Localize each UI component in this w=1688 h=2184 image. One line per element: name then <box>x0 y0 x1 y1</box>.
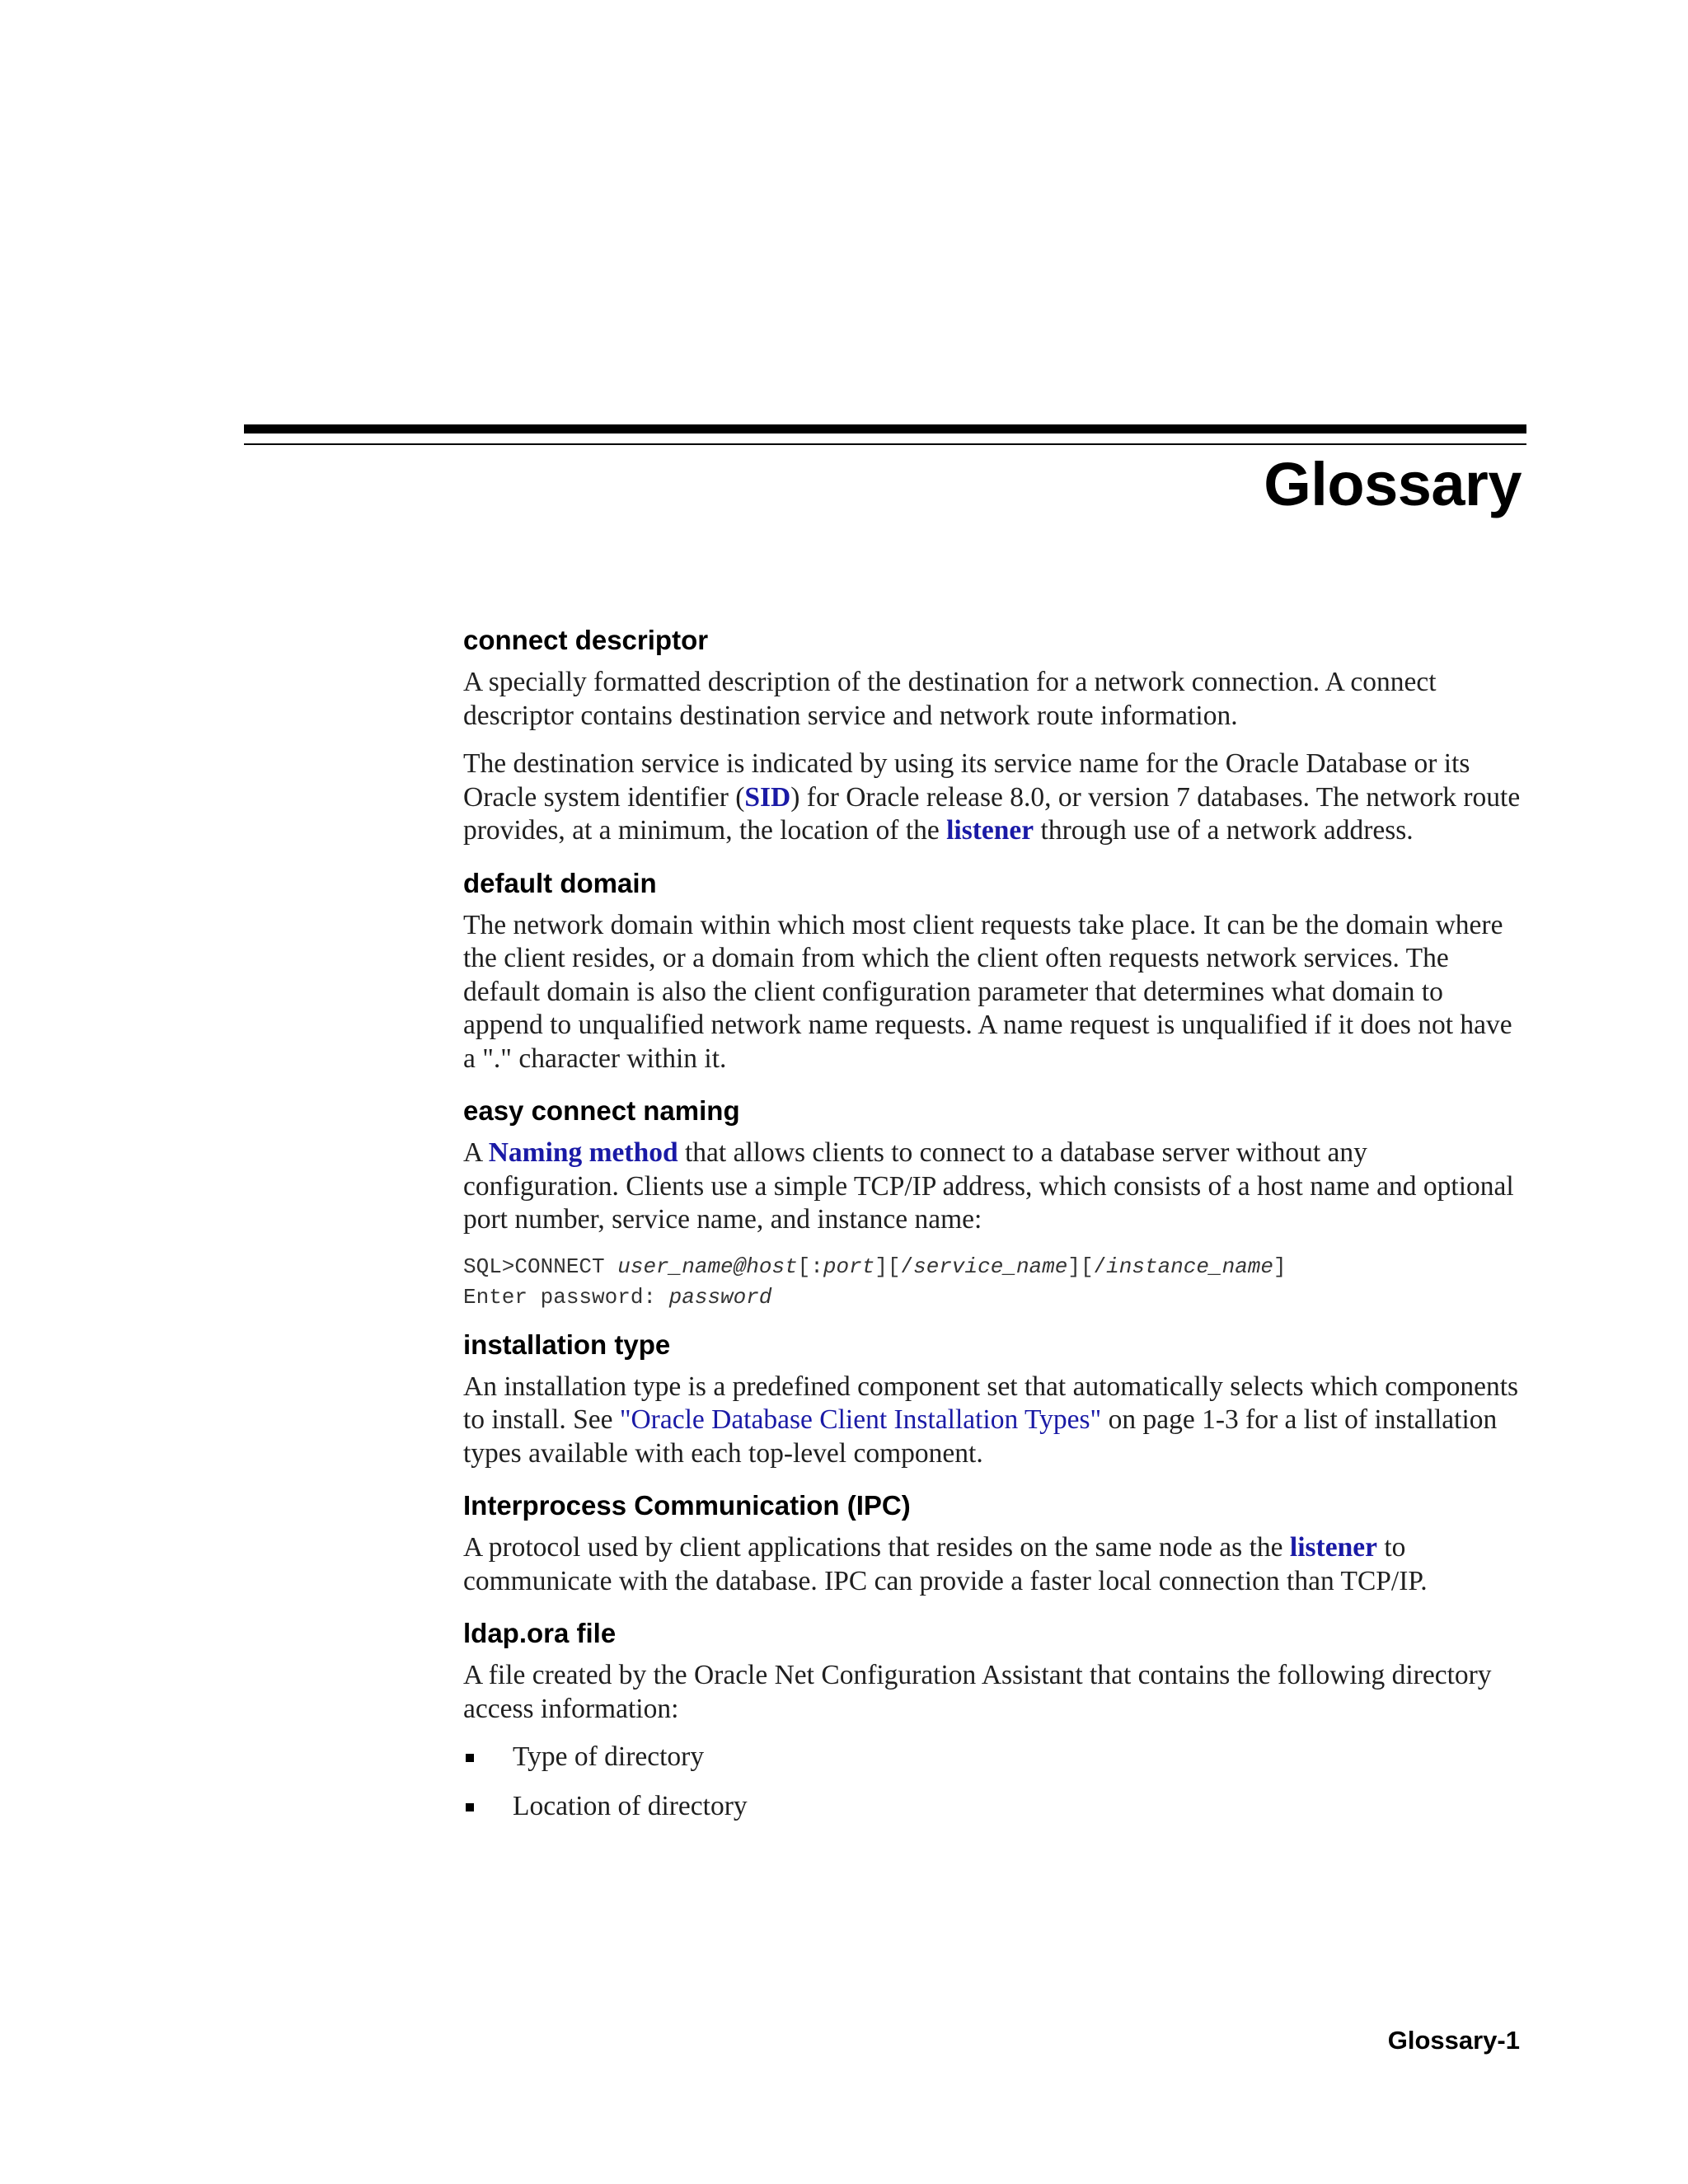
code-placeholder: user_name@host <box>617 1254 798 1279</box>
definition-paragraph <box>463 1531 1526 1598</box>
definition-paragraph <box>463 1137 1526 1237</box>
code-text: SQL>CONNECT <box>463 1254 618 1279</box>
sid-link[interactable]: SID <box>744 781 791 813</box>
glossary-term: ldap.ora file <box>463 1618 617 1648</box>
code-placeholder: service_name <box>913 1254 1068 1279</box>
glossary-entry-default-domain <box>463 863 1526 1076</box>
glossary-term: installation type <box>463 1329 671 1360</box>
definition-paragraph <box>463 1371 1526 1471</box>
text-run: A <box>463 1137 489 1168</box>
text-run: An installation type is a predefined component set that automatically selects which components to install. See <box>463 1371 1519 1435</box>
listener-link[interactable]: listener <box>946 815 1034 846</box>
page-number-footer: Glossary-1 <box>1387 2026 1520 2055</box>
text-run: on page 1-3 for a list of installation types available with each top-level component. <box>463 1404 1498 1469</box>
definition-paragraph <box>463 748 1526 848</box>
square-bullet-icon <box>466 1803 474 1811</box>
square-bullet-icon <box>466 1754 474 1762</box>
text-run: to communicate with the database. IPC can provide a faster local connection than TCP/IP. <box>463 1532 1428 1596</box>
glossary-entry-ldap-ora-file <box>463 1613 1526 1823</box>
glossary-term: easy connect naming <box>463 1095 740 1126</box>
code-text: [: <box>797 1254 823 1279</box>
text-run: A protocol used by client applications that resides on the same node as the <box>463 1532 1290 1563</box>
text-run: The destination service is indicated by using its service name for the Oracle Database or its Oracle system identifier ( <box>463 748 1470 813</box>
text-run: through use of a network address. <box>1034 815 1414 846</box>
listener-link[interactable]: listener <box>1289 1532 1377 1563</box>
code-text: ][/ <box>1067 1254 1107 1279</box>
definition-paragraph: A specially formatted description of the destination for a network connection. A connect descriptor contains destination service and network route information. <box>463 667 1437 731</box>
list-item <box>463 1790 1526 1824</box>
definition-paragraph: The network domain within which most client requests take place. It can be the domain where the client resides, or a domain from which the client often requests network services. The default domain is also the client configuration parameter that determines what domain to append to unqualified network name requests. A name request is unqualified if it does not have a "." character within it. <box>463 909 1512 1074</box>
definition-paragraph: A file created by the Oracle Net Configuration Assistant that contains the following directory access information: <box>463 1660 1492 1724</box>
list-item-text: Location of directory <box>513 1790 748 1821</box>
installation-types-link[interactable]: "Oracle Database Client Installation Types" <box>619 1404 1102 1435</box>
glossary-entry-installation-type <box>463 1324 1526 1471</box>
glossary-content <box>463 620 1526 1839</box>
page-title: Glossary <box>1264 450 1522 518</box>
code-placeholder: port <box>823 1254 875 1279</box>
bullet-list <box>463 1741 1526 1823</box>
glossary-entry-ipc <box>463 1485 1526 1598</box>
code-text: ] <box>1273 1254 1287 1279</box>
glossary-term: Interprocess Communication (IPC) <box>463 1490 911 1521</box>
list-item-text: Type of directory <box>513 1741 705 1772</box>
code-placeholder: instance_name <box>1106 1254 1274 1279</box>
title-rule-thick <box>244 424 1526 434</box>
glossary-entry-connect-descriptor <box>463 620 1526 848</box>
glossary-term: default domain <box>463 867 657 898</box>
code-text: ][/ <box>874 1254 914 1279</box>
code-example <box>463 1252 1526 1313</box>
glossary-term: connect descriptor <box>463 625 709 655</box>
naming-method-link[interactable]: Naming method <box>488 1137 678 1168</box>
code-text: Enter password: <box>463 1284 669 1310</box>
text-run: that allows clients to connect to a database server without any configuration. Clients use a simple TCP/IP address, which consists of a host name and optional port number, service name, and instance name: <box>463 1137 1514 1235</box>
glossary-entry-easy-connect-naming <box>463 1090 1526 1313</box>
code-placeholder: password <box>668 1284 772 1310</box>
text-run: ) for Oracle release 8.0, or version 7 databases. The network route provides, at a minimum, the location of the <box>463 781 1521 846</box>
list-item <box>463 1741 1526 1774</box>
